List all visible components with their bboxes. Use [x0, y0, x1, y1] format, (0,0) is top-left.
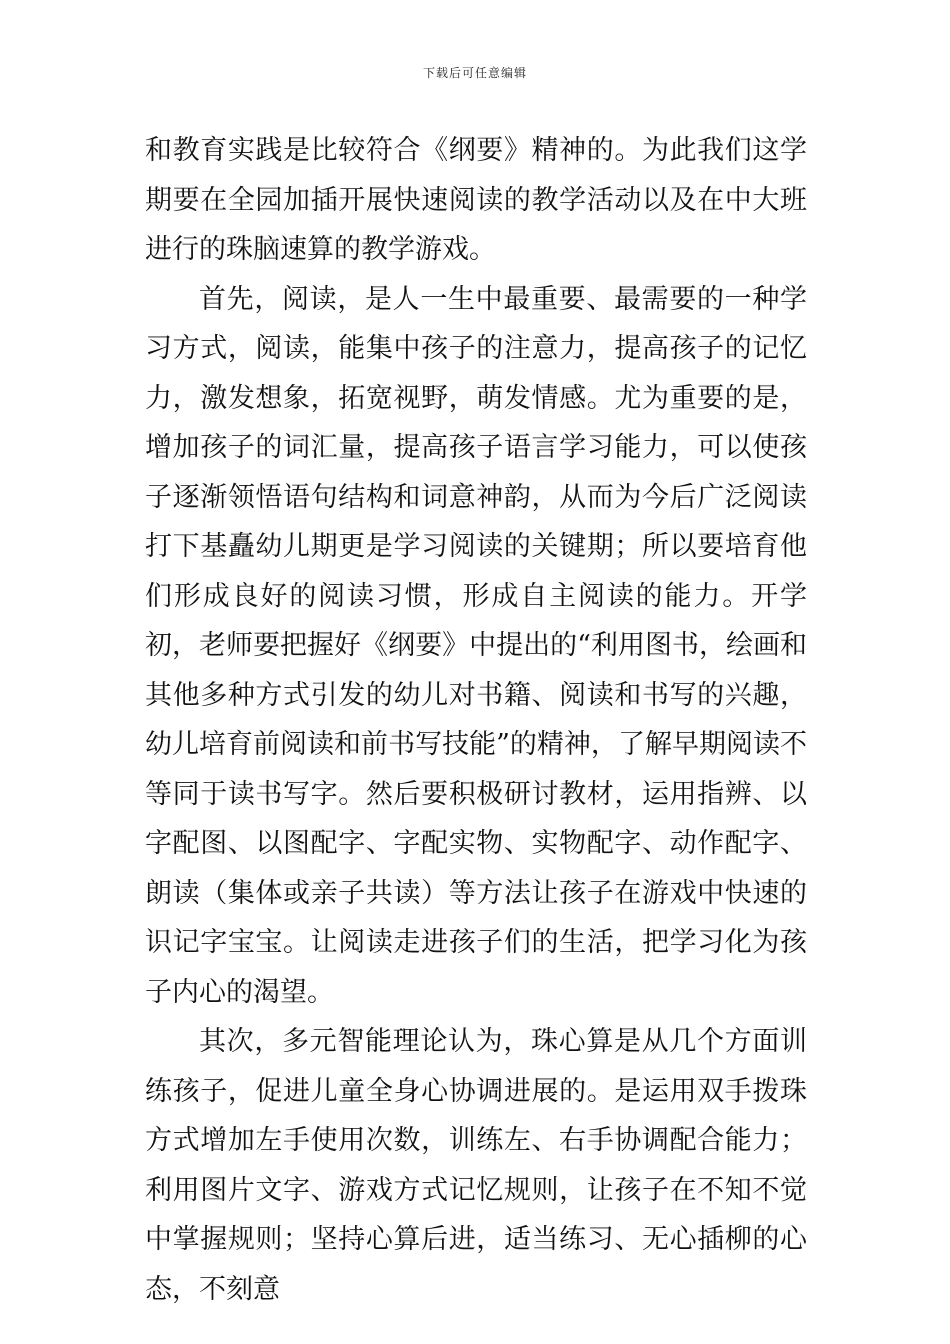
paragraph-abacus: 其次，多元智能理论认为，珠心算是从几个方面训练孩子，促进儿童全身心协调进展的。是运用双手拨珠方式增加左手使用次数，训练左、右手协调配合能力；利用图片文字、游戏方式记忆规则，让孩子在不知不觉中掌握规则；坚持心算后进，适当练习、无心插柳的心态，不刻意 [145, 1026, 807, 1305]
paragraph-continuation: 和教育实践是比较符合《纲要》精神的。为此我们这学期要在全园加插开展快速阅读的教学活动以及在中大班进行的珠脑速算的教学游戏。 [145, 135, 807, 265]
page-header: 下载后可任意编辑 [422, 66, 527, 80]
paragraph-reading: 首先，阅读，是人一生中最重要、最需要的一种学习方式，阅读，能集中孩子的注意力，提高孩子的记忆力，激发想象，拓宽视野，萌发情感。尤为重要的是，增加孩子的词汇量，提高孩子语言学习能力，可以使孩子逐渐领悟语句结构和词意神韵，从而为今后广泛阅读打下基矗幼儿期更是学习阅读的关键期；所以要培育他们形成良好的阅读习惯，形成自主阅读的能力。开学初，老师要把握好《纲要》中提出的“利用图书，绘画和其他多种方式引发的幼儿对书籍、阅读和书写的兴趣，幼儿培育前阅读和前书写技能”的精神，了解早期阅读不等同于读书写字。然后要积极研讨教材，运用指辨、以字配图、以图配字、字配实物、实物配字、动作配字、朗读（集体或亲子共读）等方法让孩子在游戏中快速的识记字宝宝。让阅读走进孩子们的生活，把学习化为孩子内心的渴望。 [145, 283, 807, 1008]
document-body [145, 126, 807, 1314]
